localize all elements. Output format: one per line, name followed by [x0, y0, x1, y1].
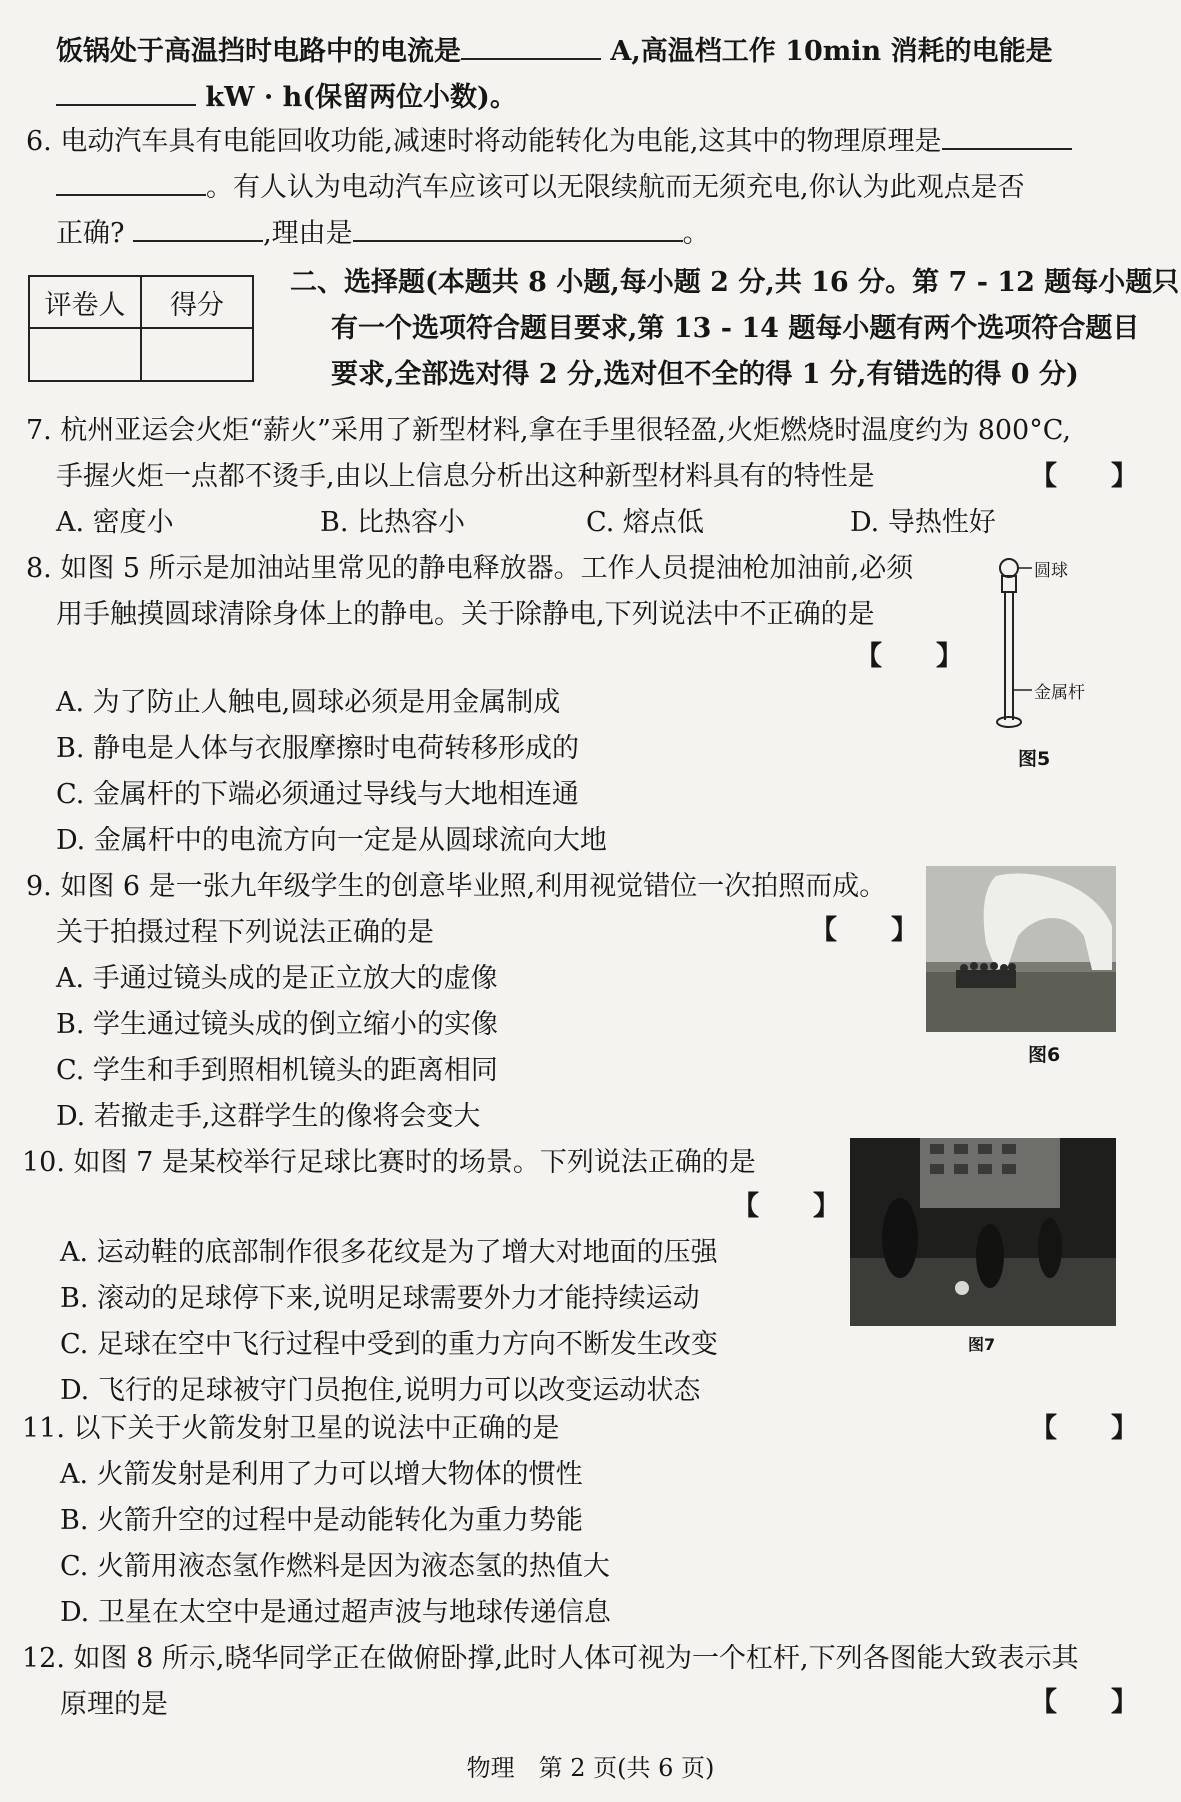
score-header: 得分 [141, 276, 253, 328]
page-footer: 物理 第 2 页(共 6 页) [466, 1754, 715, 1782]
q10-stem-1: 10. 如图 7 是某校举行足球比赛时的场景。下列说法正确的是 [22, 1147, 756, 1178]
q6-text-d: ,理由是 [263, 218, 353, 249]
figure-6-caption: 图6 [1028, 1044, 1061, 1066]
q7-option-a: A. 密度小 [56, 507, 174, 538]
graduation-photo [926, 866, 1116, 1032]
section2-line-1: 二、选择题(本题共 8 小题,每小题 2 分,共 16 分。第 7 - 12 题每小题只 [290, 267, 1180, 298]
q12-stem-2: 原理的是 [60, 1689, 168, 1720]
q7-stem-1: 7. 杭州亚运会火炬“薪火”采用了新型材料,拿在手里很轻盈,火炬燃烧时温度约为 800°C, [26, 415, 1072, 446]
q6-text-b: 。有人认为电动汽车应该可以无限续航而无须充电,你认为此观点是否 [206, 172, 1025, 203]
score-cell[interactable] [141, 328, 253, 381]
answer-bracket[interactable]: 【 】 [1030, 1413, 1138, 1444]
q9-option-c: C. 学生和手到照相机镜头的距离相同 [56, 1055, 498, 1086]
answer-blank[interactable] [353, 216, 683, 242]
q9-option-a: A. 手通过镜头成的是正立放大的虚像 [56, 963, 498, 994]
rod-label: 金属杆 [1034, 683, 1085, 703]
q9-option-b: B. 学生通过镜头成的倒立缩小的实像 [56, 1009, 499, 1040]
grader-header: 评卷人 [29, 276, 141, 328]
answer-blank[interactable] [56, 80, 196, 106]
q11-option-c: C. 火箭用液态氢作燃料是因为液态氢的热值大 [60, 1551, 610, 1582]
answer-bracket[interactable]: 【 】 [855, 641, 963, 672]
q10-option-d: D. 飞行的足球被守门员抱住,说明力可以改变运动状态 [60, 1375, 701, 1406]
answer-blank[interactable] [461, 34, 601, 60]
q8-option-a: A. 为了防止人触电,圆球必须是用金属制成 [56, 687, 561, 718]
q10-option-c: C. 足球在空中飞行过程中受到的重力方向不断发生改变 [60, 1329, 718, 1360]
grader-cell[interactable] [29, 328, 141, 381]
figure-5-caption: 图5 [1018, 748, 1051, 770]
answer-blank[interactable] [942, 124, 1072, 150]
answer-bracket[interactable]: 【 】 [1030, 461, 1138, 492]
q8-stem-1: 8. 如图 5 所示是加油站里常见的静电释放器。工作人员提油枪加油前,必须 [26, 553, 914, 584]
q5-text-c: kW · h(保留两位小数)。 [205, 82, 517, 113]
q6-line-1 [26, 124, 1072, 159]
q8-option-b: B. 静电是人体与衣服摩擦时电荷转移形成的 [56, 733, 580, 764]
q9-option-d: D. 若撤走手,这群学生的像将会变大 [56, 1101, 481, 1132]
q10-option-a: A. 运动鞋的底部制作很多花纹是为了增大对地面的压强 [60, 1237, 718, 1268]
q11-stem-1: 11. 以下关于火箭发射卫星的说法中正确的是 [22, 1413, 560, 1444]
q10-option-b: B. 滚动的足球停下来,说明足球需要外力才能持续运动 [60, 1283, 700, 1314]
q9-stem-2: 关于拍摄过程下列说法正确的是 [56, 917, 434, 948]
answer-blank[interactable] [133, 216, 263, 242]
q7-stem-2: 手握火炬一点都不烫手,由以上信息分析出这种新型材料具有的特性是 [56, 461, 875, 492]
q7-option-d: D. 导热性好 [850, 507, 996, 538]
q6-text-c: 正确? [56, 218, 125, 249]
ball-shape [1000, 559, 1018, 577]
football-photo [850, 1138, 1116, 1326]
q12-stem-1: 12. 如图 8 所示,晓华同学正在做俯卧撑,此时人体可视为一个杠杆,下列各图能大致表示其 [22, 1643, 1079, 1674]
q6-line-3 [56, 216, 710, 251]
q7-option-c: C. 熔点低 [586, 507, 704, 538]
answer-blank[interactable] [56, 170, 206, 196]
q6-text-e: 。 [682, 218, 710, 249]
q8-option-d: D. 金属杆中的电流方向一定是从圆球流向大地 [56, 825, 607, 856]
q5-text-b: A,高温档工作 10min 消耗的电能是 [610, 36, 1053, 67]
q8-stem-2: 用手触摸圆球清除身体上的静电。关于除静电,下列说法中不正确的是 [56, 599, 875, 630]
q5-line-2 [56, 80, 517, 115]
answer-bracket[interactable]: 【 】 [732, 1191, 840, 1222]
q6-text-a: 6. 电动汽车具有电能回收功能,减速时将动能转化为电能,这其中的物理原理是 [26, 126, 942, 157]
q7-option-b: B. 比热容小 [320, 507, 466, 538]
q6-line-2 [56, 170, 1025, 205]
q5-line-1 [56, 34, 1053, 69]
q8-option-c: C. 金属杆的下端必须通过导线与大地相连通 [56, 779, 579, 810]
q11-option-d: D. 卫星在太空中是通过超声波与地球传递信息 [60, 1597, 611, 1628]
answer-bracket[interactable]: 【 】 [810, 915, 918, 946]
q9-stem-1: 9. 如图 6 是一张九年级学生的创意毕业照,利用视觉错位一次拍照而成。 [26, 871, 887, 902]
section2-line-3: 要求,全部选对得 2 分,选对但不全的得 1 分,有错选的得 0 分) [331, 359, 1079, 390]
ball-label: 圆球 [1034, 561, 1068, 581]
q11-option-b: B. 火箭升空的过程中是动能转化为重力势能 [60, 1505, 584, 1536]
score-table [28, 275, 254, 382]
q5-text-a: 饭锅处于高温挡时电路中的电流是 [56, 36, 461, 67]
section2-line-2: 有一个选项符合题目要求,第 13 - 14 题每小题有两个选项符合题目 [331, 313, 1140, 344]
q11-option-a: A. 火箭发射是利用了力可以增大物体的惯性 [60, 1459, 583, 1490]
answer-bracket[interactable]: 【 】 [1030, 1687, 1138, 1718]
figure-7-caption: 图7 [968, 1335, 996, 1354]
